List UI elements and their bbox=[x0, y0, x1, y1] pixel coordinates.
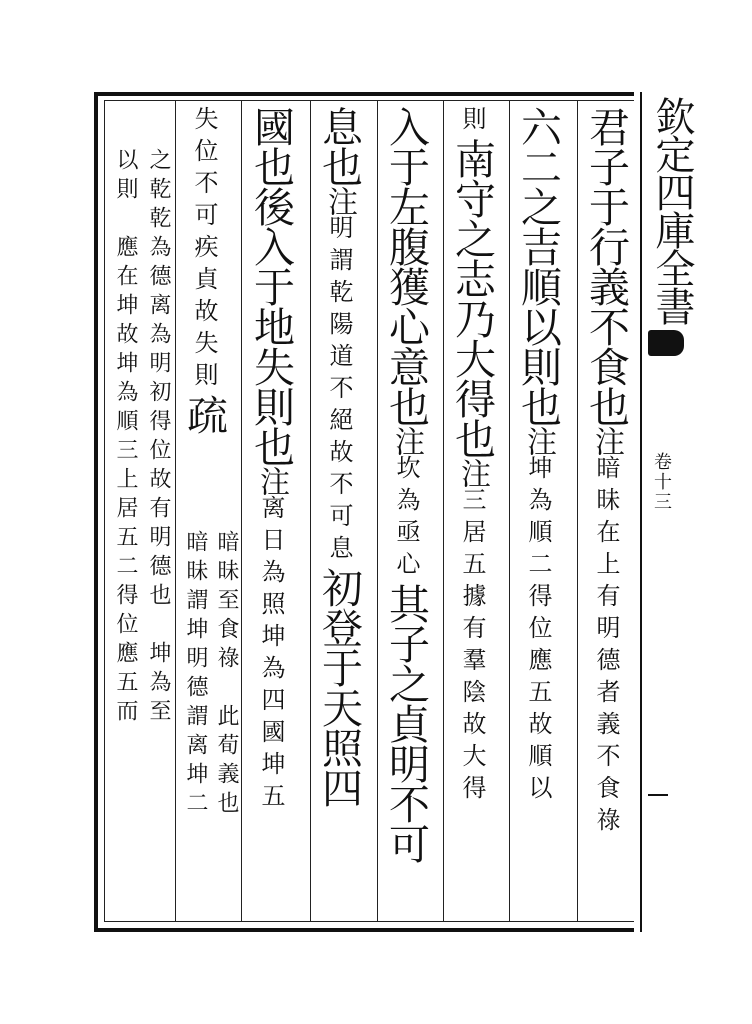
text-segment: 入于左腹獲心意也 bbox=[382, 106, 430, 426]
text-column-9a bbox=[143, 148, 173, 918]
text-segment: 注 bbox=[322, 186, 357, 215]
text-column-6 bbox=[245, 106, 301, 918]
text-segment: 注 bbox=[254, 466, 289, 495]
text-column-2 bbox=[512, 106, 568, 918]
text-segment: 六二之吉順以則也 bbox=[514, 106, 562, 426]
text-segment: 南守之志乃大得也 bbox=[448, 138, 496, 458]
column-rule bbox=[310, 101, 311, 921]
column-rule bbox=[175, 101, 176, 921]
column-rule bbox=[577, 101, 578, 921]
text-column-3 bbox=[446, 106, 502, 918]
margin-tick bbox=[648, 794, 668, 796]
text-column-1 bbox=[580, 106, 636, 918]
text-segment: 注 bbox=[389, 426, 424, 455]
text-segment: 初登于天照四 bbox=[315, 567, 363, 807]
text-segment: 其子之貞明不可 bbox=[382, 583, 430, 863]
text-column-8a bbox=[211, 530, 241, 918]
text-column-4 bbox=[380, 106, 436, 918]
text-column-9b bbox=[110, 148, 140, 918]
text-column-5 bbox=[313, 106, 369, 918]
text-segment: 君子于行義不食也 bbox=[582, 106, 630, 426]
text-segment: 之乾乾為德离為明初得位故有明德也 坤為至 bbox=[146, 148, 171, 728]
text-segment: 失位不可疾貞故失則 bbox=[190, 106, 218, 394]
text-segment: 息也 bbox=[315, 106, 363, 186]
column-rule bbox=[377, 101, 378, 921]
text-segment: 則 bbox=[458, 106, 486, 138]
text-segment: 注 bbox=[589, 426, 624, 455]
fish-tail-mark bbox=[648, 330, 684, 356]
text-segment: 离日為照坤為四國坤五 bbox=[257, 495, 285, 815]
text-segment: 坤為順二得位應五故順以 bbox=[524, 455, 552, 807]
text-segment: 注 bbox=[455, 458, 490, 487]
text-segment: 暗昧至食祿 此荀義也 bbox=[214, 530, 239, 820]
margin-edge-rule bbox=[640, 92, 642, 932]
text-segment: 國也後入于地失則也 bbox=[247, 106, 295, 466]
book-title: 欽定四庫全書 bbox=[649, 96, 695, 324]
text-segment: 三居五據有羣陰故大得 bbox=[458, 487, 486, 807]
text-segment: 暗昧謂坤明德謂离坤二 bbox=[183, 530, 208, 820]
volume-label: 卷十三 bbox=[651, 452, 672, 512]
text-column-8b bbox=[180, 530, 210, 918]
column-rule bbox=[443, 101, 444, 921]
text-segment: 暗昧在上有明德者義不食祿 bbox=[592, 455, 620, 839]
text-segment: 注 bbox=[521, 426, 556, 455]
column-rule bbox=[241, 101, 242, 921]
text-segment: 坎為亟心 bbox=[392, 455, 420, 583]
text-segment: 明謂乾陽道不絕故不可息 bbox=[325, 215, 353, 567]
text-segment: 以則 應在坤故坤為順三上居五二得位應五而 bbox=[113, 148, 138, 728]
column-rule bbox=[509, 101, 510, 921]
text-segment: 疏 bbox=[180, 394, 228, 434]
